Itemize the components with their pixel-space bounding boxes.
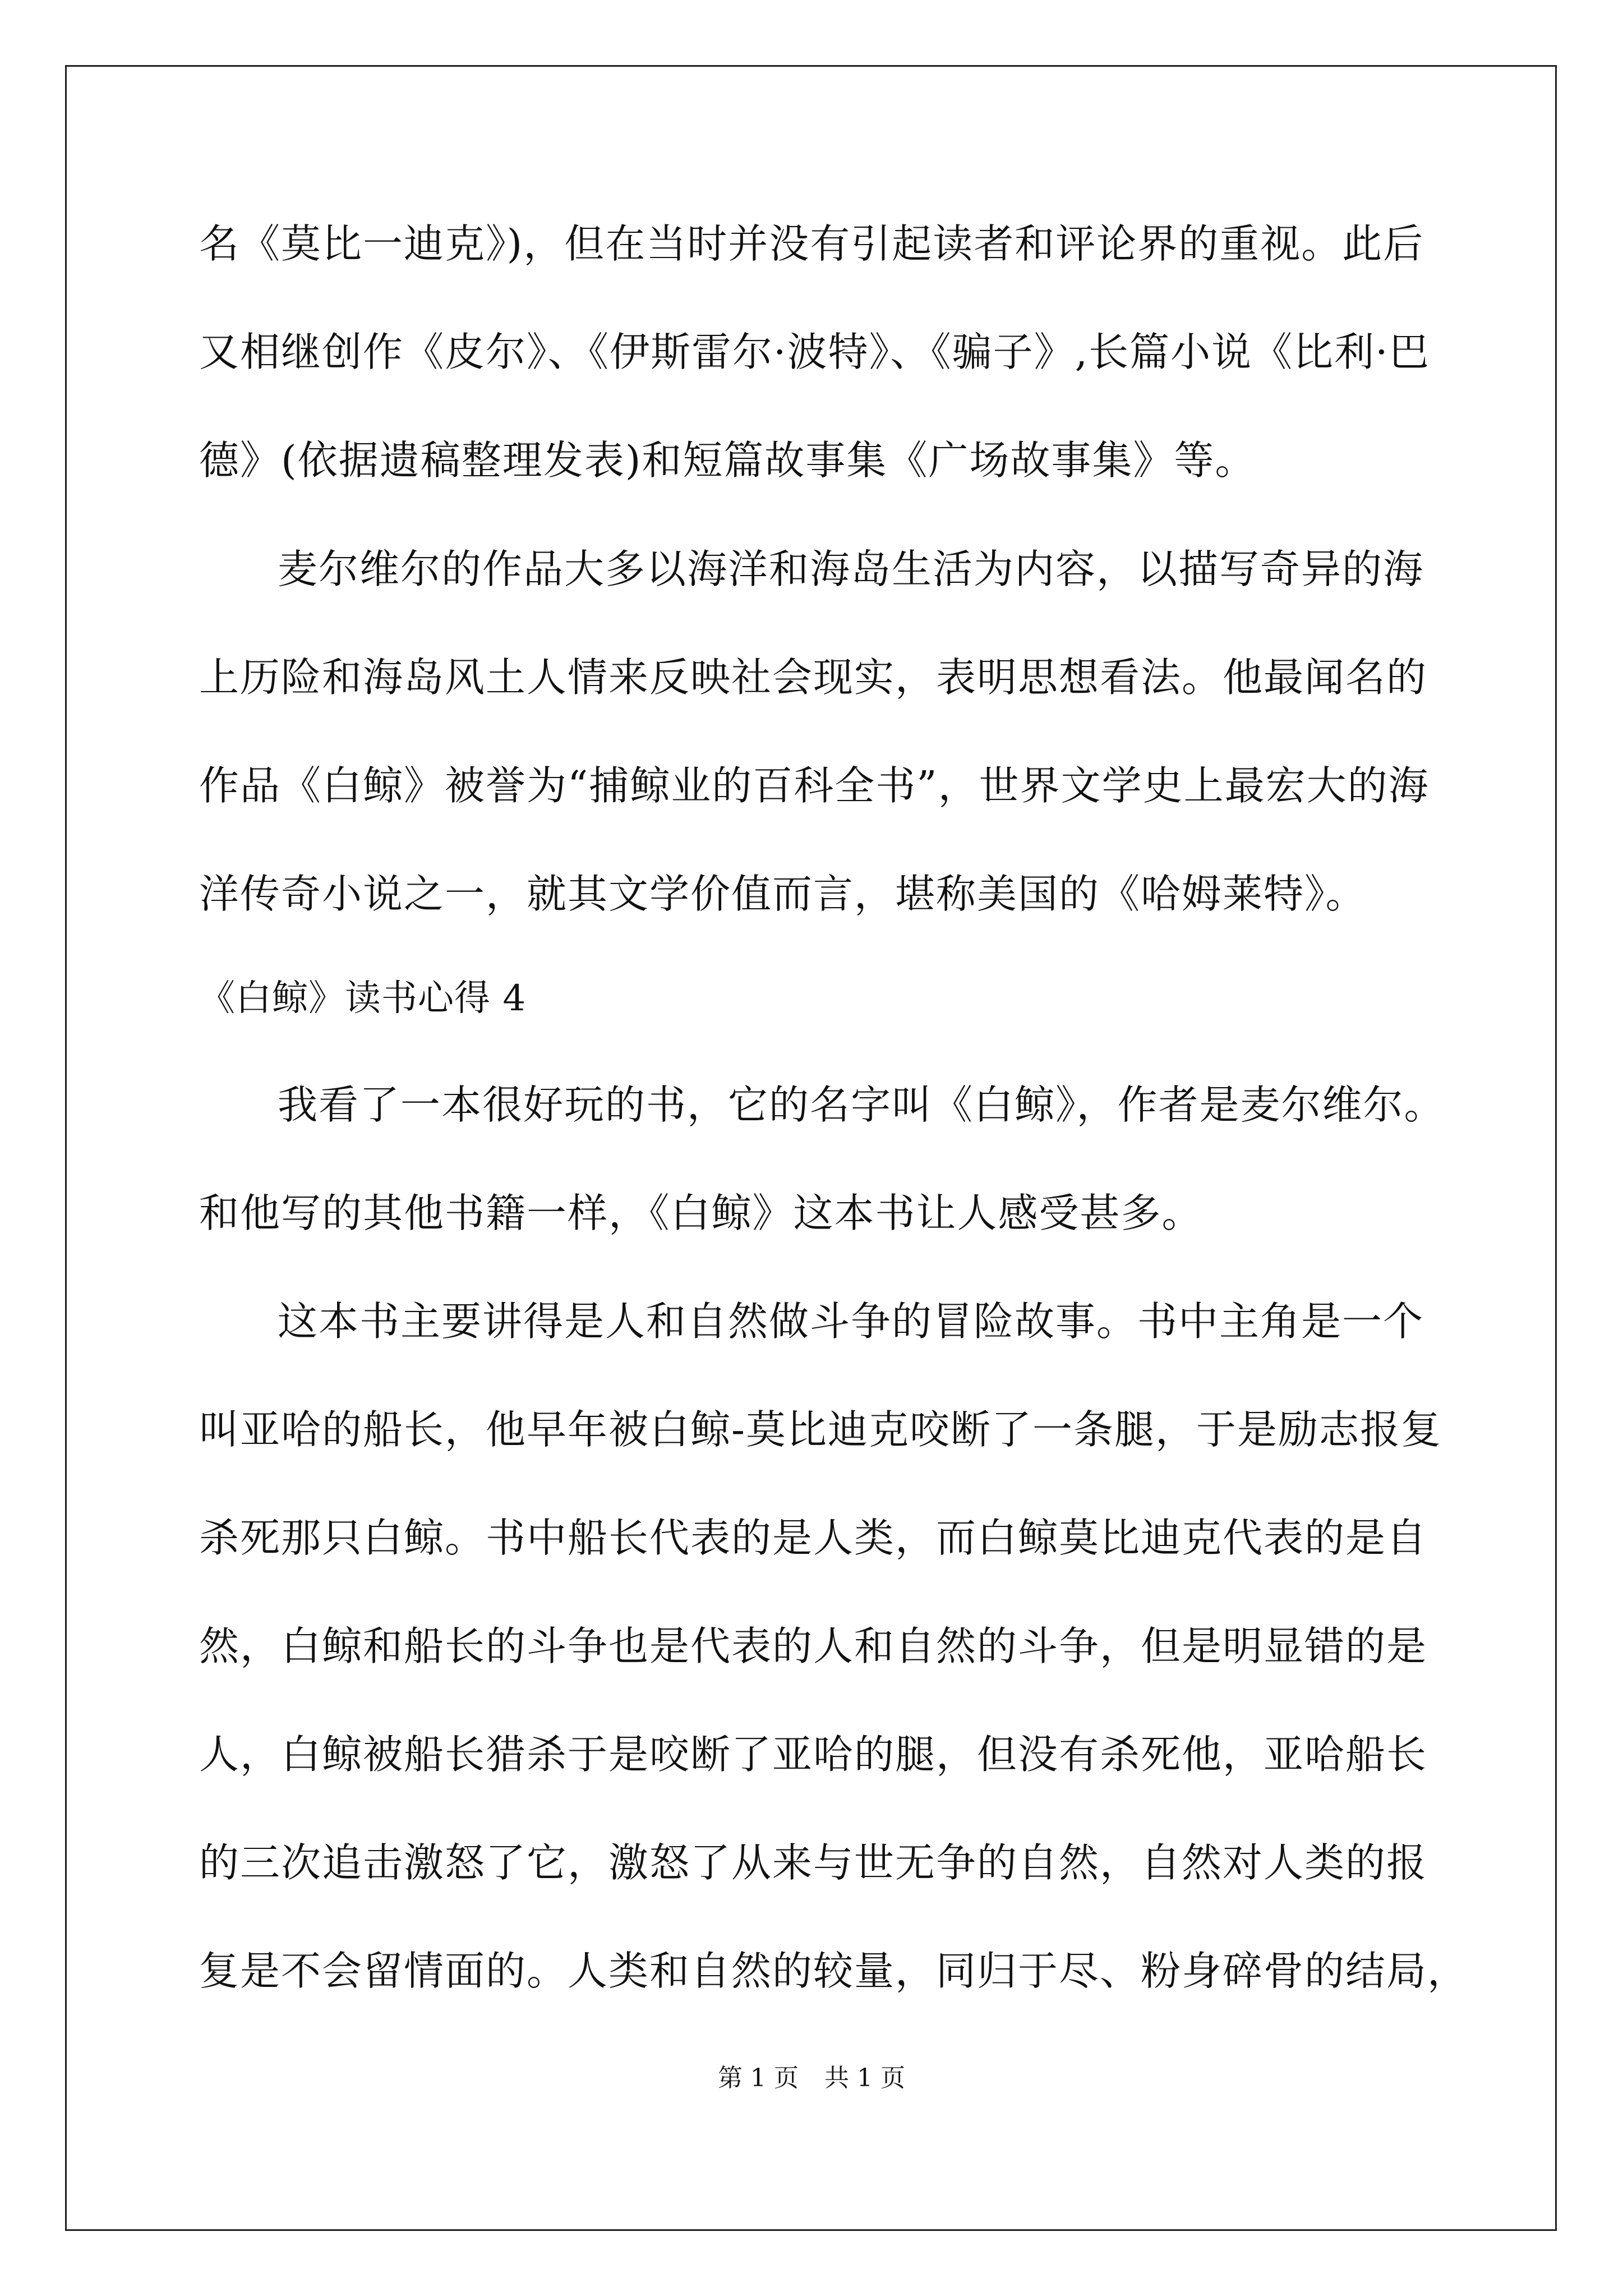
- paragraph-line: 洋传奇小说之一，就其文学价值而言，堪称美国的《哈姆莱特》。: [199, 871, 1367, 917]
- paragraph-line: 作品《白鲸》被誉为“捕鲸业的百科全书”，世界文学史上最宏大的海: [199, 762, 1430, 809]
- page-border: [65, 65, 1557, 2231]
- paragraph-line: 然，白鲸和船长的斗争也是代表的人和自然的斗争，但是明显错的是: [199, 1623, 1428, 1669]
- paragraph-line: 复是不会留情面的。人类和自然的较量，同归于尽、粉身碎骨的结局，: [199, 1948, 1469, 1994]
- page-count: 共 1 页: [824, 2064, 905, 2092]
- paragraph-line: 和他写的其他书籍一样，《白鲸》这本书让人感受甚多。: [199, 1190, 1203, 1236]
- paragraph-line: 这本书主要讲得是人和自然做斗争的冒险故事。书中主角是一个: [278, 1298, 1424, 1345]
- page-number: 第 1 页: [718, 2064, 799, 2092]
- paragraph-line: 我看了一本很好玩的书，它的名字叫《白鲸》，作者是麦尔维尔。: [278, 1082, 1445, 1128]
- paragraph-line: 德》(依据遗稿整理发表)和短篇故事集《广场故事集》等。: [199, 437, 1256, 484]
- paragraph-line: 麦尔维尔的作品大多以海洋和海岛生活为内容，以描写奇异的海: [278, 546, 1424, 592]
- paragraph-line: 名《莫比一迪克》)，但在当时并没有引起读者和评论界的重视。此后: [199, 220, 1424, 267]
- paragraph-line: 叫亚哈的船长，他早年被白鲸-莫比迪克咬断了一条腿，于是励志报复: [199, 1406, 1442, 1453]
- paragraph-line: 杀死那只白鲸。书中船长代表的是人类，而白鲸莫比迪克代表的是自: [199, 1515, 1428, 1561]
- section-heading: 《白鲸》读书心得 4: [199, 978, 527, 1019]
- paragraph-line: 又相继创作《皮尔》、《伊斯雷尔·波特》、《骗子》,长篇小说《比利·巴: [199, 329, 1430, 375]
- paragraph-line: 的三次追击激怒了它，激怒了从来与世无争的自然，自然对人类的报: [199, 1839, 1428, 1886]
- paragraph-line: 人，白鲸被船长猎杀于是咬断了亚哈的腿，但没有杀死他，亚哈船长: [199, 1731, 1428, 1778]
- page-footer: [0, 2062, 1623, 2095]
- paragraph-line: 上历险和海岛风土人情来反映社会现实，表明思想看法。他最闻名的: [199, 654, 1428, 701]
